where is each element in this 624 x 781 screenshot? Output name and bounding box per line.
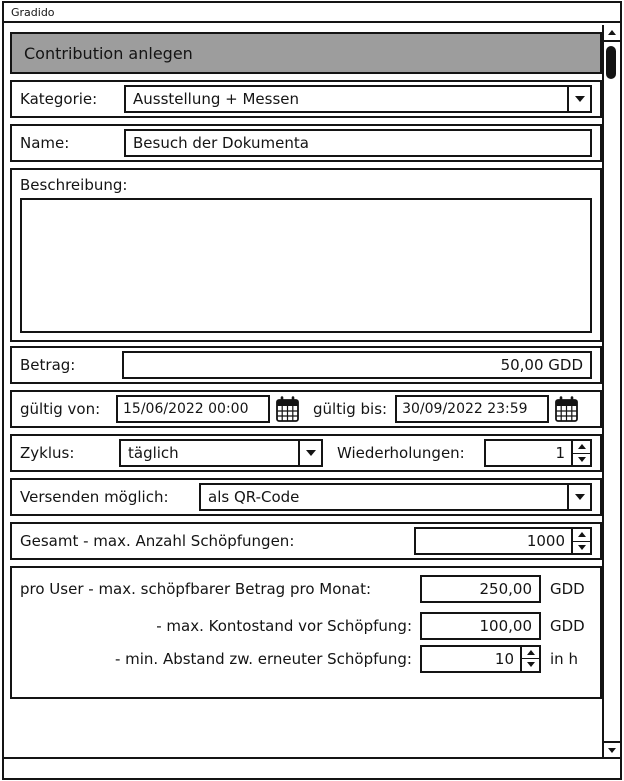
pro-user-kontostand-unit: GDD (550, 616, 585, 635)
pro-user-betrag-label: pro User - max. schöpfbarer Betrag pro Monat: (20, 579, 372, 598)
beschreibung-label: Beschreibung: (20, 176, 128, 194)
pro-user-betrag-unit: GDD (550, 579, 585, 598)
calendar-icon (276, 396, 299, 422)
chevron-down-icon (575, 96, 585, 102)
stepper-arrows (571, 441, 590, 465)
gesamt-row (10, 522, 602, 560)
versenden-value: als QR-Code (208, 488, 300, 506)
arrow-up-icon (608, 30, 616, 35)
zyklus-label: Zyklus: (20, 444, 75, 462)
pro-user-row-abstand (20, 644, 592, 673)
pro-user-row-kontostand (20, 611, 592, 640)
arrow-up-icon (527, 650, 535, 655)
beschreibung-section (10, 168, 602, 342)
gueltig-bis-input[interactable] (395, 395, 549, 423)
arrow-up-icon (578, 444, 586, 449)
arrow-down-icon (608, 748, 616, 753)
pro-user-section (10, 566, 602, 699)
stepper-up-button[interactable] (522, 647, 539, 660)
versenden-row (10, 478, 602, 516)
form-header (10, 32, 602, 74)
vertical-scrollbar[interactable] (602, 25, 620, 757)
gueltig-von-input[interactable] (116, 395, 270, 423)
form-title: Contribution anlegen (24, 43, 193, 63)
zyklus-select[interactable] (119, 439, 323, 467)
pro-user-abstand-value: 10 (494, 649, 514, 668)
zyklus-row (10, 434, 602, 472)
kategorie-select[interactable] (124, 85, 592, 113)
arrow-down-icon (578, 457, 586, 462)
betrag-row (10, 346, 602, 384)
kategorie-label: Kategorie: (20, 90, 98, 108)
window-title: Gradido (11, 6, 55, 19)
validity-row (10, 390, 602, 428)
name-input[interactable] (124, 129, 592, 157)
versenden-dropdown-button[interactable] (567, 485, 590, 509)
stepper-up-button[interactable] (573, 441, 590, 454)
kategorie-value: Ausstellung + Messen (133, 90, 300, 108)
stepper-down-button[interactable] (573, 542, 590, 554)
zyklus-value: täglich (128, 444, 179, 462)
stepper-down-button[interactable] (573, 454, 590, 466)
betrag-label: Betrag: (20, 356, 76, 374)
app-window (2, 1, 622, 780)
pro-user-betrag-input[interactable] (420, 575, 541, 603)
betrag-input[interactable] (122, 351, 592, 379)
pro-user-abstand-label: - min. Abstand zw. erneuter Schöpfung: (114, 649, 412, 668)
pro-user-abstand-stepper[interactable] (420, 645, 541, 673)
arrow-up-icon (578, 532, 586, 537)
name-label: Name: (20, 134, 70, 152)
stepper-arrows (520, 647, 539, 671)
kategorie-dropdown-button[interactable] (567, 87, 590, 111)
gesamt-stepper[interactable] (414, 527, 592, 555)
wiederholungen-label: Wiederholungen: (337, 444, 465, 462)
gesamt-label: Gesamt - max. Anzahl Schöpfungen: (20, 532, 295, 550)
chevron-down-icon (306, 450, 316, 456)
zyklus-dropdown-button[interactable] (298, 441, 321, 465)
stepper-arrows (571, 529, 590, 553)
versenden-label: Versenden möglich: (20, 488, 169, 506)
name-row (10, 124, 602, 162)
scrollbar-thumb[interactable] (606, 46, 616, 79)
beschreibung-textarea[interactable] (20, 198, 592, 333)
pro-user-kontostand-label: - max. Kontostand vor Schöpfung: (156, 616, 412, 635)
calendar-icon (555, 396, 578, 422)
pro-user-row-betrag (20, 574, 592, 603)
pro-user-kontostand-input[interactable] (420, 612, 541, 640)
scroll-up-button[interactable] (604, 25, 620, 42)
gueltig-von-calendar-button[interactable] (276, 396, 299, 422)
stepper-down-button[interactable] (522, 659, 539, 671)
pro-user-abstand-unit: in h (550, 649, 578, 668)
chevron-down-icon (575, 494, 585, 500)
versenden-select[interactable] (199, 483, 592, 511)
wiederholungen-stepper[interactable] (484, 439, 592, 467)
scroll-down-button[interactable] (604, 741, 620, 757)
gueltig-bis-calendar-button[interactable] (555, 396, 578, 422)
arrow-down-icon (527, 662, 535, 667)
gueltig-von-label: gültig von: (20, 400, 101, 418)
gesamt-value: 1000 (526, 532, 565, 550)
window-title-bar (4, 3, 620, 23)
wiederholungen-value: 1 (555, 444, 565, 462)
window-body (4, 25, 620, 778)
gueltig-bis-label: gültig bis: (313, 400, 388, 418)
horizontal-scrollbar[interactable] (4, 757, 620, 778)
arrow-down-icon (578, 545, 586, 550)
kategorie-row (10, 80, 602, 118)
stepper-up-button[interactable] (573, 529, 590, 542)
